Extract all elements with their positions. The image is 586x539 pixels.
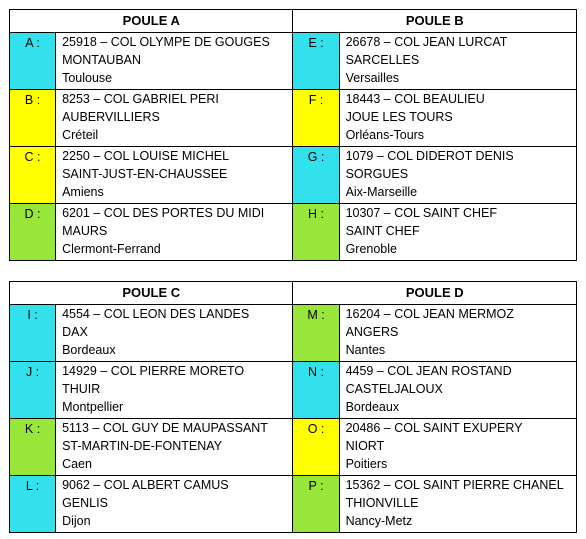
group-letter: N : [293, 362, 339, 419]
school-cell [339, 362, 576, 419]
school-code-name: 8253 – COL GABRIEL PERI [62, 92, 219, 106]
school-cell [56, 305, 293, 362]
school-cell [339, 476, 576, 533]
school-cell [56, 362, 293, 419]
school-code-name: 4459 – COL JEAN ROSTAND [345, 364, 512, 378]
academy-name: Grenoble [345, 242, 397, 256]
group-letter: D : [10, 204, 56, 261]
group-letter: B : [10, 90, 56, 147]
school-city: SAINT-JUST-EN-CHAUSSEE [62, 167, 228, 181]
table-row [10, 33, 577, 90]
school-code-name: 5113 – COL GUY DE MAUPASSANT [62, 421, 268, 435]
table-row [10, 305, 577, 362]
academy-name: Bordeaux [345, 400, 400, 414]
school-city: JOUE LES TOURS [345, 110, 453, 124]
group-letter: L : [10, 476, 56, 533]
school-city: ANGERS [345, 325, 399, 339]
academy-name: Nancy-Metz [345, 514, 413, 528]
school-code-name: 16204 – COL JEAN MERMOZ [345, 307, 514, 321]
academy-name: Amiens [62, 185, 104, 199]
school-cell [56, 90, 293, 147]
academy-name: Caen [62, 457, 92, 471]
school-cell [56, 204, 293, 261]
table-row [10, 90, 577, 147]
group-letter: F : [293, 90, 339, 147]
table-row [10, 476, 577, 533]
poule-table [9, 9, 577, 261]
group-letter: A : [10, 33, 56, 90]
group-letter: I : [10, 305, 56, 362]
school-code-name: 2250 – COL LOUISE MICHEL [62, 149, 230, 163]
academy-name: Toulouse [62, 71, 113, 85]
school-city: DAX [62, 325, 88, 339]
school-cell [339, 33, 576, 90]
table-row [10, 362, 577, 419]
group-letter: C : [10, 147, 56, 204]
school-cell [56, 419, 293, 476]
school-cell [56, 33, 293, 90]
school-code-name: 1079 – COL DIDEROT DENIS [345, 149, 514, 163]
table-row [10, 419, 577, 476]
academy-name: Créteil [62, 128, 99, 142]
school-cell [56, 147, 293, 204]
academy-name: Versailles [345, 71, 400, 85]
poule-title: POULE A [10, 10, 293, 33]
poule-title: POULE D [293, 282, 577, 305]
group-letter: H : [293, 204, 339, 261]
school-code-name: 26678 – COL JEAN LURCAT [345, 35, 508, 49]
school-code-name: 25918 – COL OLYMPE DE GOUGES [62, 35, 270, 49]
school-city: MONTAUBAN [62, 53, 142, 67]
group-letter: J : [10, 362, 56, 419]
school-city: THUIR [62, 382, 101, 396]
school-cell [339, 204, 576, 261]
academy-name: Orléans-Tours [345, 128, 425, 142]
school-code-name: 14929 – COL PIERRE MORETO [62, 364, 245, 378]
academy-name: Clermont-Ferrand [62, 242, 161, 256]
school-city: NIORT [345, 439, 385, 453]
school-cell [339, 419, 576, 476]
school-code-name: 20486 – COL SAINT EXUPERY [345, 421, 523, 435]
group-letter: O : [293, 419, 339, 476]
group-letter: K : [10, 419, 56, 476]
table-row [10, 147, 577, 204]
school-city: THIONVILLE [345, 496, 419, 510]
school-city: AUBERVILLIERS [62, 110, 160, 124]
school-code-name: 18443 – COL BEAULIEU [345, 92, 485, 106]
school-cell [339, 147, 576, 204]
group-letter: G : [293, 147, 339, 204]
poule-header-row [10, 282, 577, 305]
school-city: CASTELJALOUX [345, 382, 443, 396]
academy-name: Bordeaux [62, 343, 116, 357]
group-letter: E : [293, 33, 339, 90]
academy-name: Nantes [345, 343, 386, 357]
poule-table [9, 281, 577, 533]
school-cell [339, 305, 576, 362]
academy-name: Dijon [62, 514, 91, 528]
school-code-name: 6201 – COL DES PORTES DU MIDI [62, 206, 265, 220]
academy-name: Montpellier [62, 400, 124, 414]
school-city: SAINT CHEF [345, 224, 420, 238]
school-code-name: 10307 – COL SAINT CHEF [345, 206, 498, 220]
group-letter: P : [293, 476, 339, 533]
poule-title: POULE C [10, 282, 293, 305]
school-cell [339, 90, 576, 147]
school-city: SORGUES [345, 167, 409, 181]
academy-name: Aix-Marseille [345, 185, 418, 199]
school-city: MAURS [62, 224, 108, 238]
group-letter: M : [293, 305, 339, 362]
poule-header-row [10, 10, 577, 33]
school-code-name: 15362 – COL SAINT PIERRE CHANEL [345, 478, 564, 492]
school-cell [56, 476, 293, 533]
poule-title: POULE B [293, 10, 577, 33]
school-city: GENLIS [62, 496, 108, 510]
academy-name: Poitiers [345, 457, 388, 471]
school-code-name: 4554 – COL LEON DES LANDES [62, 307, 250, 321]
school-city: SARCELLES [345, 53, 420, 67]
table-row [10, 204, 577, 261]
school-code-name: 9062 – COL ALBERT CAMUS [62, 478, 229, 492]
school-city: ST-MARTIN-DE-FONTENAY [62, 439, 223, 453]
